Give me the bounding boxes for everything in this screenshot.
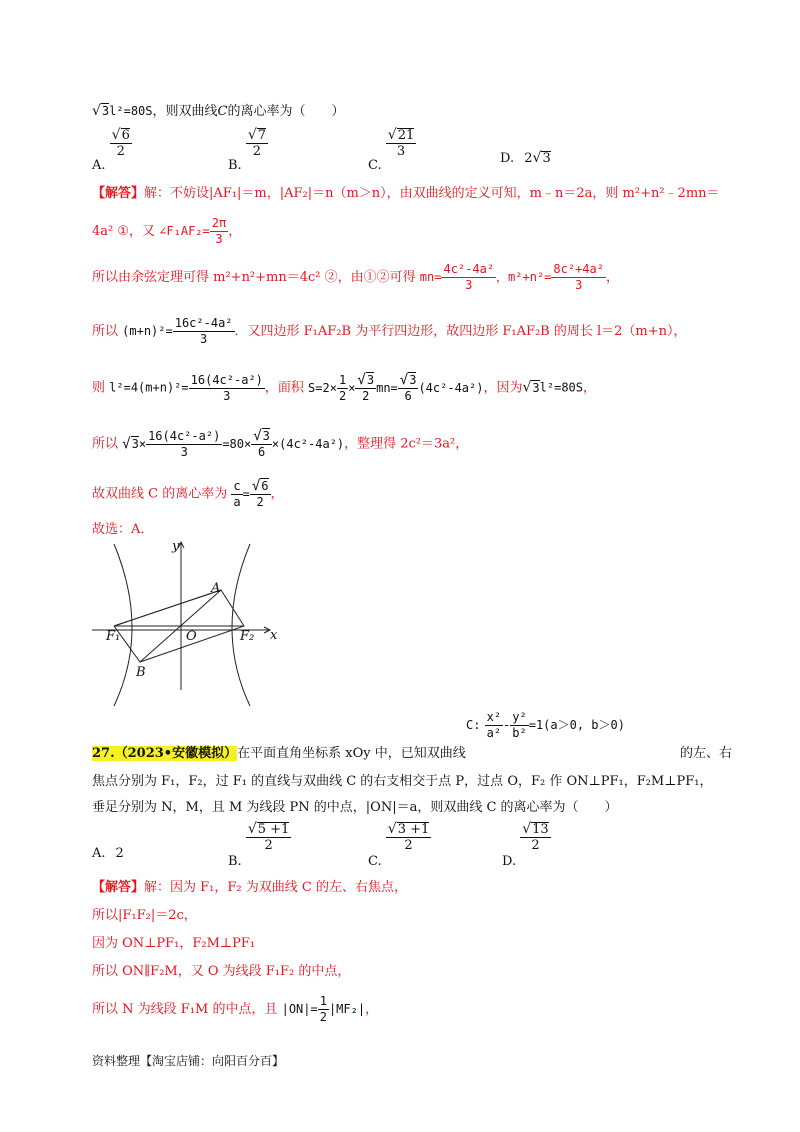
- q27-option-d[interactable]: D. $\frac{√13}{2}$: [502, 821, 549, 869]
- q26-stem-line: √3l²=80S，则双曲线C的离心率为（ ）: [92, 103, 345, 119]
- q27-stem-line3: 垂足分别为 N，M，且 M 为线段 PN 的中点，|ON|＝a，则双曲线 C 的离心率为（ ）: [92, 800, 618, 815]
- label-y: y: [172, 540, 180, 554]
- q27-sol-line1: 【解答】解：因为 F₁，F₂ 为双曲线 C 的左、右焦点，: [92, 880, 407, 895]
- footer-source: 资料整理【淘宝店铺：向阳百分百】: [92, 1054, 285, 1068]
- label-a: A: [211, 581, 221, 596]
- q27-stem-line1: 27.（2023•安徽模拟）在平面直角坐标系 xOy 中，已知双曲线: [92, 746, 466, 761]
- q26-sol-line4: 所以 (m+n)²= $\frac{\text{16c²-4a²}}{3}$ ．又四边形 F₁AF₂B 为平行四边形，故四边形 F₁AF₂B 的周长 l＝2（m+n），: [92, 316, 687, 346]
- q27-sol-line3: 因为 ON⊥PF₁，F₂M⊥PF₁: [92, 936, 256, 951]
- stem-cond: l²=80S: [109, 104, 153, 118]
- right-branch: [232, 544, 250, 706]
- label-o: O: [186, 629, 197, 644]
- q26-sol-line7: 故双曲线 C 的离心率为 $\frac{c}{a}$ = $\frac{√6}{2}$ ，: [92, 478, 284, 509]
- mpn-frac: $\frac{\text{16c²-4a²}}{3}$: [174, 316, 233, 346]
- label-f1: F₁: [106, 629, 121, 644]
- q27-stem-line1-end: 的左、右: [680, 746, 733, 761]
- mn-frac: $\frac{\text{4c²-4a²}}{3}$: [443, 262, 495, 292]
- label-b: B: [136, 665, 146, 680]
- label-x: x: [270, 628, 278, 643]
- segment-f1a: [114, 590, 221, 626]
- q27-option-b[interactable]: B. $\frac{√5 +1}{2}$: [228, 821, 290, 869]
- q27-option-c[interactable]: C. $\frac{√3 +1}{2}$: [368, 821, 430, 869]
- stem-c: C: [217, 104, 228, 119]
- q26-option-d[interactable]: D. 2√3: [500, 150, 551, 166]
- q26-sol-line1: 【解答】解：不妨设|AF₁|＝m，|AF₂|＝n（m＞n），由双曲线的定义可知，m﹣n＝2a，则 m²+n²﹣2mn＝: [92, 186, 720, 201]
- q27-stem-line2: 焦点分别为 F₁，F₂，过 F₁ 的直线与双曲线 C 的右支相交于点 P，过点 O，F₂ 作 ON⊥PF₁，F₂M⊥PF₁，: [92, 774, 713, 789]
- option-a-value: $\frac{√6}{2}$: [111, 127, 130, 159]
- sum-frac: $\frac{\text{8c²+4a²}}{3}$: [553, 262, 604, 292]
- q26-sol-line6: 所以 √3× $\frac{\text{16(4c²-a²)}}{3}$ =80× $\frac{√3}{6}$ ×(4c²-4a²)，整理得 2c²＝3a²，: [92, 428, 469, 459]
- q26-choose: 故选：A．: [92, 522, 154, 537]
- q27-equation: C: $\frac{\text{x²}}{\text{a²}}$ - $\frac{\text{y²}}{\text{b²}}$ =1(a＞0, b＞0): [466, 710, 625, 740]
- stem-tail: 的离心率为（ ）: [227, 104, 345, 119]
- q27-option-a[interactable]: A. 2: [92, 846, 124, 861]
- q26-option-c[interactable]: C. $\frac{√21}{3}$: [368, 127, 415, 173]
- q27-sol-line5: 所以 N 为线段 F₁M 的中点，且 |ON|= $\frac{1}{2}$ |MF₂|，: [92, 994, 379, 1024]
- q26-option-a[interactable]: A. $\frac{√6}{2}$: [92, 127, 130, 173]
- label-f2: F₂: [240, 629, 255, 644]
- stem-text: ，则双曲线: [152, 104, 218, 119]
- q27-sol-line4: 所以 ON∥F₂M，又 O 为线段 F₁F₂ 的中点，: [92, 964, 351, 979]
- option-b-value: $\frac{√7}{2}$: [247, 127, 267, 159]
- q26-sol-line3: 所以由余弦定理可得 m²+n²+mn＝4c² ②，由①②可得 mn= $\frac{\text{4c²-4a²}}{3}$ ，m²+n²= $\frac{\text{8c²+4a²}}{3}$ ，: [92, 262, 619, 292]
- hyperbola-figure: [92, 540, 292, 708]
- option-d-coef: 2: [524, 151, 533, 166]
- q27-number: 27.: [92, 746, 115, 761]
- option-d-rad: 3: [542, 151, 551, 166]
- q27-sol-line2: 所以|F₁F₂|＝2c，: [92, 908, 197, 923]
- l2-frac: $\frac{\text{16(4c²-a²)}}{3}$: [190, 372, 263, 403]
- angle-expr: ∠F₁AF₂=: [159, 224, 210, 238]
- sol-tag: 【解答】: [92, 186, 145, 201]
- q26-sol-line2: 4a² ①，又 ∠F₁AF₂= $\frac{2\pi}{3}$ ，: [92, 216, 242, 246]
- q26-option-b[interactable]: B. $\frac{√7}{2}$: [228, 127, 267, 173]
- q26-sol-line5: 则 l²=4(m+n)²= $\frac{\text{16(4c²-a²)}}{3}$ ，面积 S=2× $\frac{1}{2}$ × $\frac{√3}{2}$ mn= $\frac{√3}{6}$ (4c²-4a²)，因为√3l²=80S，: [92, 372, 597, 403]
- stem-sqrt: 3: [101, 104, 110, 118]
- q27-source: （2023•安徽模拟）: [114, 746, 238, 761]
- option-c-value: $\frac{√21}{3}$: [387, 127, 415, 159]
